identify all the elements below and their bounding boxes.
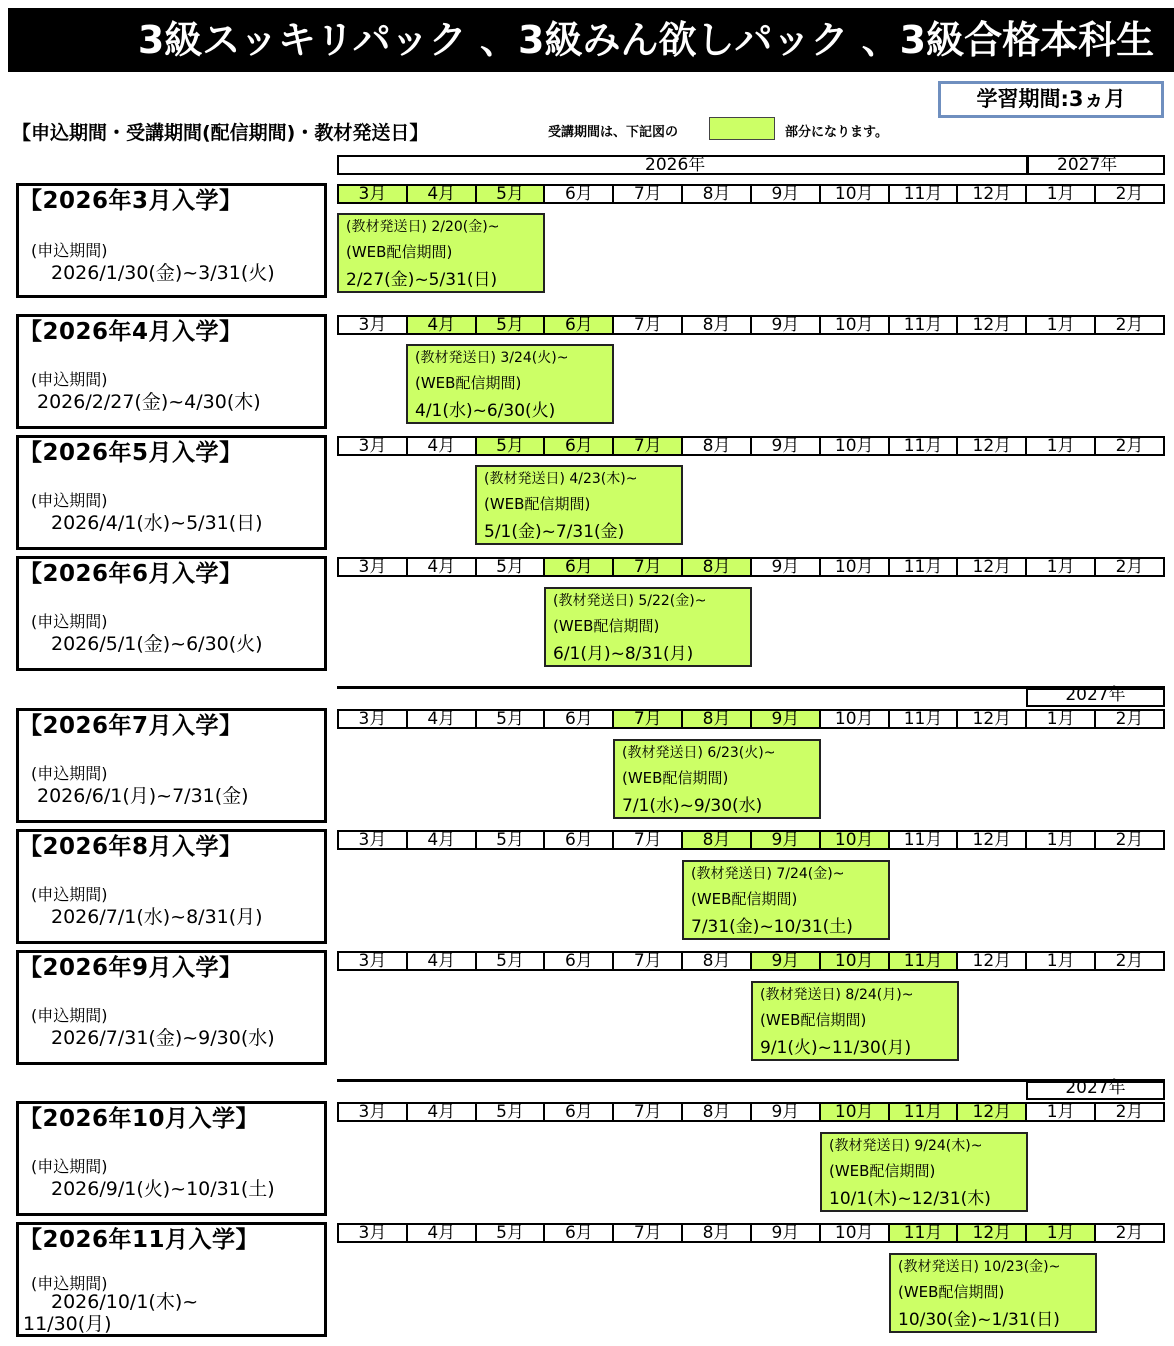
page-title: 3級スッキリパック 、3級みん欲しパック 、3級合格本科生 (137, 18, 1155, 62)
web-period-label: (WEB配信期間) (622, 769, 729, 787)
application-period-range-cont: 11/30(月) (23, 1313, 112, 1335)
year-label-2026: 2026年 (645, 155, 706, 175)
shipping-date: (教材発送日) 2/20(金)~ (346, 219, 500, 235)
web-period-range: 7/31(金)~10/31(土) (691, 917, 853, 937)
month-cell: 3月 (358, 315, 387, 335)
month-cell: 1月 (1025, 1104, 1094, 1120)
month-cell: 8月 (681, 711, 750, 727)
month-cell: 6月 (543, 1104, 612, 1120)
month-cell: 4月 (406, 186, 475, 202)
entry-title: 【2026年3月入学】 (19, 188, 243, 214)
web-period-range: 6/1(月)~8/31(月) (553, 644, 694, 664)
entry-box (16, 829, 327, 944)
month-cell: 12月 (956, 953, 1025, 969)
month-cell: 8月 (681, 1104, 750, 1120)
month-cell: 7月 (612, 832, 681, 848)
month-cell: 2月 (1094, 559, 1163, 575)
month-cell: 1月 (1025, 1225, 1094, 1241)
course-period-box (475, 465, 683, 545)
web-period-range: 10/30(金)~1/31(日) (898, 1310, 1060, 1330)
month-cell: 6月 (543, 711, 612, 727)
month-cell: 6月 (543, 317, 612, 333)
entry-box (16, 314, 327, 429)
entry-box (16, 1101, 327, 1216)
month-cell: 4月 (406, 1104, 475, 1120)
web-period-range: 10/1(木)~12/31(木) (829, 1189, 991, 1209)
month-cell: 10月 (819, 1104, 888, 1120)
month-cell: 2月 (1094, 832, 1163, 848)
course-period-box (889, 1253, 1097, 1333)
application-period-label: (申込期間) (31, 1006, 108, 1025)
month-strip (337, 951, 1165, 971)
application-period-range: 2026/1/30(金)~3/31(火) (51, 262, 275, 284)
month-cell: 11月 (888, 438, 957, 454)
legend-note-before: 受講期間は、下記図の (548, 125, 679, 140)
application-period-range: 2026/10/1(木)~ (51, 1291, 199, 1313)
web-period-label: (WEB配信期間) (553, 617, 660, 635)
entry-title: 【2026年9月入学】 (19, 955, 243, 981)
course-period-box (682, 860, 890, 940)
month-cell: 11月 (888, 1225, 957, 1241)
month-strip (337, 436, 1165, 456)
title-bar (8, 8, 1174, 72)
month-cell: 3月 (339, 186, 406, 202)
application-period-label: (申込期間) (31, 241, 108, 260)
month-cell: 11月 (888, 559, 957, 575)
month-cell: 9月 (750, 438, 819, 454)
month-cell: 12月 (956, 711, 1025, 727)
month-cell: 7月 (612, 438, 681, 454)
month-cell: 8月 (681, 1225, 750, 1241)
application-period-label: (申込期間) (31, 885, 108, 904)
month-cell: 5月 (475, 1225, 544, 1241)
month-strip (337, 1223, 1165, 1243)
month-cell: 8月 (681, 559, 750, 575)
month-cell: 10月 (819, 186, 888, 202)
month-cell: 6月 (543, 832, 612, 848)
month-cell: 1月 (1025, 317, 1094, 333)
month-cell: 9月 (750, 559, 819, 575)
course-period-box (337, 213, 545, 293)
month-strip (337, 709, 1165, 729)
month-cell: 10月 (819, 317, 888, 333)
legend-note-after: 部分になります。 (785, 125, 888, 140)
month-cell: 7月 (612, 317, 681, 333)
shipping-date: (教材発送日) 8/24(月)~ (760, 987, 914, 1003)
month-cell: 1月 (1025, 953, 1094, 969)
month-cell: 9月 (750, 1104, 819, 1120)
month-cell: 7月 (612, 1104, 681, 1120)
month-strip (337, 1102, 1165, 1122)
month-cell: 12月 (956, 832, 1025, 848)
year-divider (1026, 155, 1029, 175)
entry-title: 【2026年4月入学】 (19, 319, 243, 345)
month-cell: 5月 (475, 832, 544, 848)
month-cell: 5月 (475, 1104, 544, 1120)
month-cell: 12月 (956, 317, 1025, 333)
month-cell: 4月 (406, 559, 475, 575)
month-cell: 6月 (543, 953, 612, 969)
application-period-range: 2026/2/27(金)~4/30(木) (37, 391, 261, 413)
month-cell: 6月 (543, 1225, 612, 1241)
month-cell: 2月 (1094, 317, 1163, 333)
web-period-label: (WEB配信期間) (415, 374, 522, 392)
shipping-date: (教材発送日) 6/23(火)~ (622, 745, 776, 761)
web-period-label: (WEB配信期間) (829, 1162, 936, 1180)
month-cell: 1月 (1025, 438, 1094, 454)
entry-title: 【2026年6月入学】 (19, 561, 243, 587)
month-cell: 2月 (1094, 438, 1163, 454)
month-cell: 4月 (406, 711, 475, 727)
entry-title: 【2026年5月入学】 (19, 440, 243, 466)
month-cell: 4月 (406, 1225, 475, 1241)
month-cell: 9月 (750, 953, 819, 969)
application-period-label: (申込期間) (31, 612, 108, 631)
web-period-label: (WEB配信期間) (484, 495, 591, 513)
legend-color-swatch (709, 117, 775, 140)
month-cell: 3月 (358, 1102, 387, 1122)
web-period-range: 7/1(水)~9/30(水) (622, 796, 763, 816)
month-cell: 2月 (1094, 1104, 1163, 1120)
year-stub-2027: 2027年 (1026, 687, 1165, 707)
month-cell: 3月 (358, 830, 387, 850)
section-subheading: 【申込期間・受講期間(配信期間)・教材発送日】 (12, 122, 429, 144)
month-cell: 12月 (956, 186, 1025, 202)
web-period-range: 4/1(水)~6/30(火) (415, 401, 556, 421)
shipping-date: (教材発送日) 4/23(木)~ (484, 471, 638, 487)
month-cell: 6月 (543, 186, 612, 202)
month-cell: 11月 (888, 711, 957, 727)
month-cell: 8月 (681, 832, 750, 848)
month-cell: 9月 (750, 317, 819, 333)
month-cell: 5月 (475, 186, 544, 202)
entry-box (16, 708, 327, 823)
month-cell: 10月 (819, 832, 888, 848)
month-cell: 9月 (750, 186, 819, 202)
web-period-label: (WEB配信期間) (760, 1011, 867, 1029)
application-period-range: 2026/7/1(水)~8/31(月) (51, 906, 263, 928)
month-cell: 7月 (612, 711, 681, 727)
shipping-date: (教材発送日) 7/24(金)~ (691, 866, 845, 882)
shipping-date: (教材発送日) 9/24(木)~ (829, 1138, 983, 1154)
month-cell: 8月 (681, 953, 750, 969)
month-cell: 7月 (612, 186, 681, 202)
course-period-box (820, 1132, 1028, 1212)
shipping-date: (教材発送日) 10/23(金)~ (898, 1259, 1061, 1275)
application-period-label: (申込期間) (31, 1157, 108, 1176)
month-cell: 2月 (1094, 711, 1163, 727)
shipping-date: (教材発送日) 3/24(火)~ (415, 350, 569, 366)
month-cell: 1月 (1025, 186, 1094, 202)
month-cell: 12月 (956, 438, 1025, 454)
month-cell: 4月 (406, 317, 475, 333)
month-cell: 6月 (543, 438, 612, 454)
year-stub-2027: 2027年 (1026, 1080, 1165, 1100)
course-period-box (544, 587, 752, 667)
month-cell: 2月 (1094, 1225, 1163, 1241)
web-period-range: 9/1(火)~11/30(月) (760, 1038, 912, 1058)
course-period-box (751, 981, 959, 1061)
month-cell: 6月 (543, 559, 612, 575)
month-cell: 5月 (475, 711, 544, 727)
month-cell: 3月 (358, 436, 387, 456)
web-period-label: (WEB配信期間) (691, 890, 798, 908)
month-cell: 9月 (750, 1225, 819, 1241)
month-cell: 12月 (956, 1104, 1025, 1120)
month-cell: 3月 (358, 557, 387, 577)
month-cell: 2月 (1094, 186, 1163, 202)
application-period-label: (申込期間) (31, 764, 108, 783)
month-cell: 10月 (819, 438, 888, 454)
month-cell: 3月 (358, 1223, 387, 1243)
month-cell: 11月 (888, 832, 957, 848)
month-cell: 11月 (888, 317, 957, 333)
month-cell: 2月 (1094, 953, 1163, 969)
month-cell: 3月 (358, 951, 387, 971)
month-cell: 8月 (681, 186, 750, 202)
month-cell: 7月 (612, 559, 681, 575)
application-period-range: 2026/5/1(金)~6/30(火) (51, 633, 263, 655)
year-label-2027: 2027年 (1057, 155, 1118, 175)
month-cell: 12月 (956, 1225, 1025, 1241)
entry-box (16, 183, 327, 298)
month-cell: 1月 (1025, 711, 1094, 727)
entry-title: 【2026年10月入学】 (19, 1106, 260, 1132)
application-period-label: (申込期間) (31, 370, 108, 389)
entry-title: 【2026年8月入学】 (19, 834, 243, 860)
application-period-range: 2026/4/1(水)~5/31(日) (51, 512, 263, 534)
month-cell: 10月 (819, 953, 888, 969)
month-cell: 10月 (819, 711, 888, 727)
year-header-bar (337, 155, 1165, 175)
course-period-box (406, 344, 614, 424)
web-period-range: 5/1(金)~7/31(金) (484, 522, 625, 542)
month-cell: 1月 (1025, 559, 1094, 575)
month-cell: 3月 (358, 709, 387, 729)
entry-box (16, 435, 327, 550)
month-cell: 4月 (406, 953, 475, 969)
entry-title: 【2026年11月入学】 (19, 1227, 260, 1253)
course-period-box (613, 739, 821, 819)
month-strip (337, 184, 1165, 204)
month-cell: 7月 (612, 953, 681, 969)
entry-box (16, 950, 327, 1065)
application-period-label: (申込期間) (31, 491, 108, 510)
month-cell: 11月 (888, 186, 957, 202)
application-period-range: 2026/6/1(月)~7/31(金) (37, 785, 249, 807)
month-cell: 1月 (1025, 832, 1094, 848)
month-cell: 12月 (956, 559, 1025, 575)
month-cell: 8月 (681, 438, 750, 454)
month-strip (337, 315, 1165, 335)
entry-box (16, 1222, 327, 1337)
month-cell: 4月 (406, 832, 475, 848)
web-period-range: 2/27(金)~5/31(日) (346, 270, 498, 290)
month-cell: 7月 (612, 1225, 681, 1241)
month-cell: 4月 (406, 438, 475, 454)
web-period-label: (WEB配信期間) (346, 243, 453, 261)
month-cell: 9月 (750, 711, 819, 727)
month-cell: 10月 (819, 1225, 888, 1241)
month-cell: 5月 (475, 559, 544, 575)
application-period-range: 2026/7/31(金)~9/30(水) (51, 1027, 275, 1049)
study-period-badge: 学習期間:3ヵ月 (938, 81, 1164, 118)
month-strip (337, 557, 1165, 577)
month-cell: 5月 (475, 317, 544, 333)
entry-box (16, 556, 327, 671)
month-cell: 5月 (475, 438, 544, 454)
month-cell: 11月 (888, 1104, 957, 1120)
application-period-label: (申込期間) (31, 1274, 108, 1293)
application-period-range: 2026/9/1(火)~10/31(土) (51, 1178, 275, 1200)
month-cell: 9月 (750, 832, 819, 848)
month-cell: 10月 (819, 559, 888, 575)
month-cell: 8月 (681, 317, 750, 333)
web-period-label: (WEB配信期間) (898, 1283, 1005, 1301)
month-cell: 11月 (888, 953, 957, 969)
month-cell: 5月 (475, 953, 544, 969)
month-strip (337, 830, 1165, 850)
entry-title: 【2026年7月入学】 (19, 713, 243, 739)
shipping-date: (教材発送日) 5/22(金)~ (553, 593, 707, 609)
